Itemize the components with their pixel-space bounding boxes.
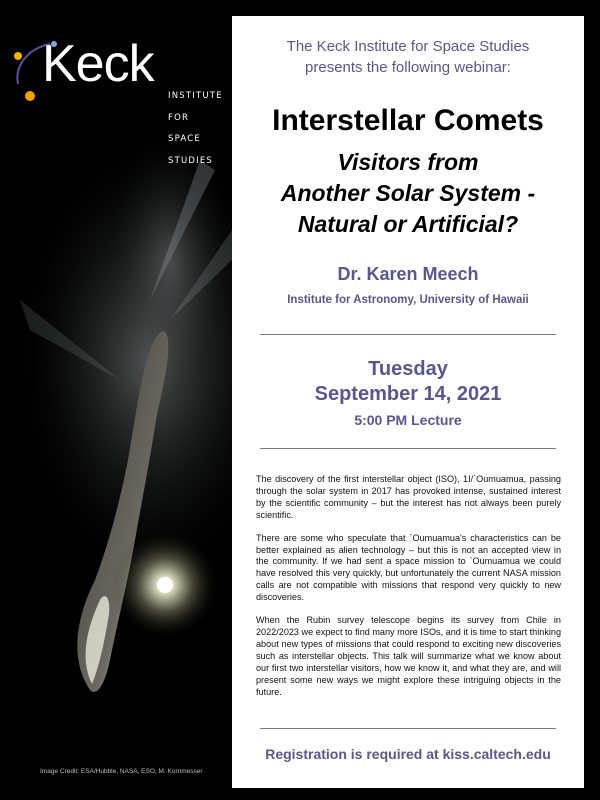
intro-text — [232, 36, 584, 78]
intro-line: The Keck Institute for Space Studies — [286, 38, 530, 55]
logo-sub-line: FOR — [168, 112, 190, 123]
divider — [260, 728, 556, 729]
logo-sub-line: STUDIES — [168, 155, 214, 166]
logo-subtitle — [168, 86, 223, 172]
subtitle-line: Natural or Artificial? — [297, 211, 519, 237]
logo-sub-line: SPACE — [168, 134, 201, 144]
abstract-paragraph: When the Rubin survey telescope begins its survey from Chile in 2022/2023 we expect to find many more ISOs, and it is time to start thinking about new types of missions that could respond to exciting new discoveries such as interstellar objects. This talk will summarize what we know about our first two interstellar visitors, how we know it, and what they are, and will present some new ways we might explore these intriguing objects in the future. — [256, 615, 561, 697]
intro-line: presents the following webinar: — [305, 59, 511, 76]
subtitle-line: Another Solar System - — [280, 180, 536, 206]
abstract — [256, 474, 561, 709]
event-day: Tuesday — [368, 358, 448, 380]
event-date: September 14, 2021 — [314, 383, 502, 405]
speaker-affiliation: Institute for Astronomy, University of Hawaii — [287, 294, 529, 306]
content-panel — [232, 16, 584, 788]
speaker-name: Dr. Karen Meech — [337, 264, 479, 284]
subtitle-line: Visitors from — [337, 149, 479, 175]
logo-wordmark: Keck — [42, 35, 154, 93]
abstract-paragraph: There are some who speculate that `Oumuamua's characteristics can be better explained as alien technology – but this is not an accepted view in the community. If we had sent a space mission to `Oumuamua we could have resolved this very quickly, but unfortunately the current NASA mission calls are not compatible with missions that respond very quickly to new discoveries. — [256, 532, 561, 603]
logo-sub-line: INSTITUTE — [168, 91, 223, 101]
registration-notice: Registration is required at kiss.caltech.edu — [265, 746, 551, 762]
talk-subtitle — [232, 147, 584, 240]
keck-logo — [10, 34, 223, 174]
talk-title: Interstellar Comets — [272, 104, 544, 137]
event-time: 5:00 PM Lecture — [354, 412, 462, 428]
divider — [260, 448, 556, 449]
abstract-paragraph: The discovery of the first interstellar object (ISO), 1I/`Oumuamua, passing through the solar system in 2017 has provoked intense, sustained interest by the scientific community – but the interest has not always been purely scientific. — [256, 474, 561, 520]
comet-artwork — [0, 0, 232, 800]
divider — [260, 334, 556, 335]
image-credit: Image Credit: ESA/Hubble, NASA, ESO, M. Kornmesser — [40, 768, 203, 775]
